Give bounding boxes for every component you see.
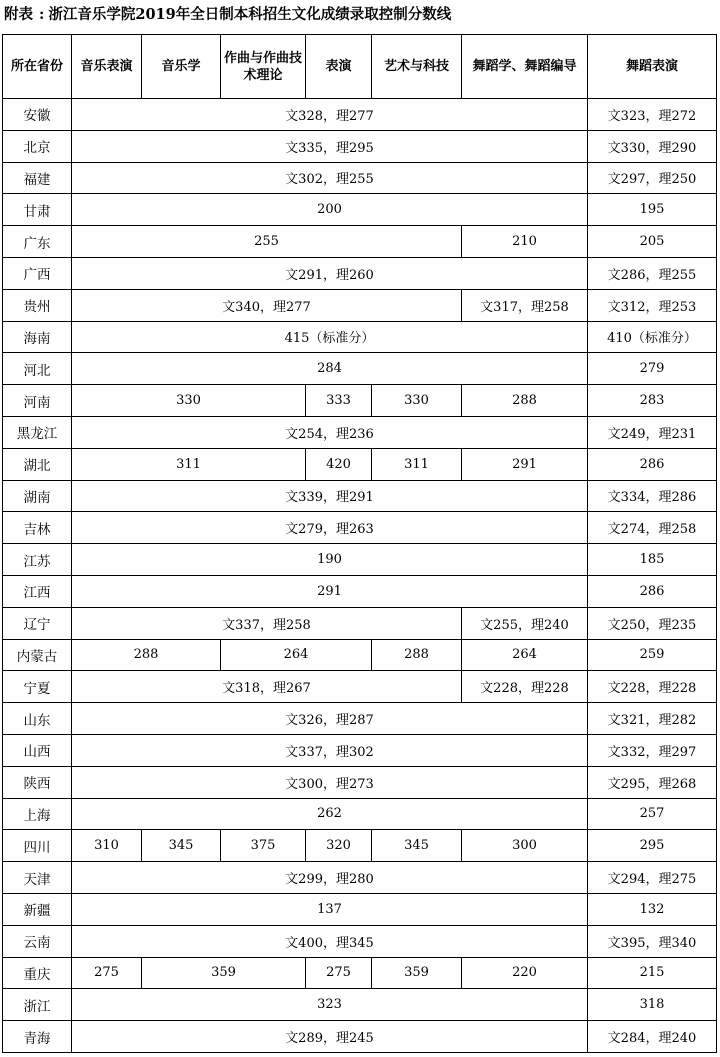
table-row [3, 1021, 717, 1053]
province-cell: 河北 [3, 353, 72, 385]
table-row [3, 257, 717, 289]
score-cell: 345 [372, 830, 462, 862]
score-cell: 文332，理297 [588, 734, 717, 766]
table-row [3, 893, 717, 925]
province-cell: 浙江 [3, 989, 72, 1021]
score-cell: 文255，理240 [462, 607, 588, 639]
province-cell: 安徽 [3, 99, 72, 131]
score-cell: 330 [372, 385, 462, 417]
score-cell: 311 [372, 448, 462, 480]
table-row [3, 353, 717, 385]
score-cell: 283 [588, 385, 717, 417]
province-cell: 新疆 [3, 893, 72, 925]
table-row [3, 607, 717, 639]
table-row [3, 862, 717, 894]
score-cell: 文328，理277 [72, 99, 588, 131]
score-cell: 文295，理268 [588, 766, 717, 798]
score-cell: 275 [72, 957, 142, 989]
score-cell: 264 [462, 639, 588, 671]
document-title [4, 2, 451, 28]
score-cell: 文284，理240 [588, 1021, 717, 1053]
score-cell: 文299，理280 [72, 862, 588, 894]
score-cell: 345 [142, 830, 221, 862]
score-cell: 300 [462, 830, 588, 862]
score-cell: 文294，理275 [588, 862, 717, 894]
score-cell: 文339，理291 [72, 480, 588, 512]
score-cell: 文321，理282 [588, 703, 717, 735]
province-cell: 宁夏 [3, 671, 72, 703]
score-cell: 文228，理228 [588, 671, 717, 703]
score-cell: 288 [372, 639, 462, 671]
score-cell: 257 [588, 798, 717, 830]
province-cell: 甘肃 [3, 194, 72, 226]
province-cell: 福建 [3, 162, 72, 194]
score-cell: 文291，理260 [72, 257, 588, 289]
score-cell: 文286，理255 [588, 257, 717, 289]
score-cell: 295 [588, 830, 717, 862]
score-cell: 215 [588, 957, 717, 989]
score-cell: 文337，理302 [72, 734, 588, 766]
score-cell: 文279，理263 [72, 512, 588, 544]
score-cell: 288 [72, 639, 221, 671]
score-cell: 文400，理345 [72, 925, 588, 957]
province-cell: 天津 [3, 862, 72, 894]
table-row [3, 766, 717, 798]
header-dance-performance: 舞蹈表演 [588, 35, 717, 99]
score-cell: 311 [72, 448, 306, 480]
score-cell: 文249，理231 [588, 416, 717, 448]
title-text: 浙江音乐学院2019年全日制本科招生文化成绩录取控制分数线 [48, 6, 452, 23]
score-cell: 410（标准分） [588, 321, 717, 353]
score-cell: 259 [588, 639, 717, 671]
table-row [3, 957, 717, 989]
header-dance-studies: 舞蹈学、舞蹈编导 [462, 35, 588, 99]
table-row [3, 798, 717, 830]
province-cell: 上海 [3, 798, 72, 830]
table-row [3, 830, 717, 862]
score-cell: 文297，理250 [588, 162, 717, 194]
score-cell: 文254，理236 [72, 416, 588, 448]
header-composition: 作曲与作曲技术理论 [221, 35, 306, 99]
table-row [3, 512, 717, 544]
score-cell: 415（标准分） [72, 321, 588, 353]
table-row [3, 99, 717, 131]
table-row [3, 544, 717, 576]
score-cell: 279 [588, 353, 717, 385]
score-cell: 275 [306, 957, 372, 989]
score-cell: 文300，理273 [72, 766, 588, 798]
table-row [3, 130, 717, 162]
header-province: 所在省份 [3, 35, 72, 99]
score-cell: 291 [462, 448, 588, 480]
score-cell: 190 [72, 544, 588, 576]
header-art-technology: 艺术与科技 [372, 35, 462, 99]
header-music-performance: 音乐表演 [72, 35, 142, 99]
score-cell: 255 [72, 226, 462, 258]
score-cell: 205 [588, 226, 717, 258]
score-cell: 文326，理287 [72, 703, 588, 735]
score-cell: 文323，理272 [588, 99, 717, 131]
province-cell: 云南 [3, 925, 72, 957]
score-cell: 185 [588, 544, 717, 576]
score-cell: 210 [462, 226, 588, 258]
header-row [3, 35, 717, 99]
score-cell: 文289，理245 [72, 1021, 588, 1053]
table-row [3, 639, 717, 671]
score-cell: 文312，理253 [588, 289, 717, 321]
score-cell: 420 [306, 448, 372, 480]
score-cell: 文302，理255 [72, 162, 588, 194]
score-cell: 文340，理277 [72, 289, 462, 321]
score-cell: 359 [372, 957, 462, 989]
table-row [3, 703, 717, 735]
score-cell: 132 [588, 893, 717, 925]
table-row [3, 162, 717, 194]
score-cell: 323 [72, 989, 588, 1021]
province-cell: 北京 [3, 130, 72, 162]
table-row [3, 989, 717, 1021]
table-row [3, 480, 717, 512]
score-cell: 文337，理258 [72, 607, 462, 639]
province-cell: 河南 [3, 385, 72, 417]
table-body [3, 99, 717, 1053]
province-cell: 重庆 [3, 957, 72, 989]
score-cell: 318 [588, 989, 717, 1021]
table-row [3, 925, 717, 957]
score-cell: 359 [142, 957, 306, 989]
table-header [3, 35, 717, 99]
province-cell: 山西 [3, 734, 72, 766]
score-cell: 137 [72, 893, 588, 925]
title-label: 附表 [4, 6, 33, 23]
province-cell: 吉林 [3, 512, 72, 544]
score-cell: 288 [462, 385, 588, 417]
score-cell: 文334，理286 [588, 480, 717, 512]
table-row [3, 671, 717, 703]
score-table [2, 34, 717, 1053]
province-cell: 江西 [3, 575, 72, 607]
score-cell: 文335，理295 [72, 130, 588, 162]
province-cell: 广西 [3, 257, 72, 289]
score-cell: 333 [306, 385, 372, 417]
score-cell: 264 [221, 639, 372, 671]
score-cell: 320 [306, 830, 372, 862]
province-cell: 湖北 [3, 448, 72, 480]
score-cell: 286 [588, 575, 717, 607]
province-cell: 陕西 [3, 766, 72, 798]
score-cell: 文228，理228 [462, 671, 588, 703]
score-cell: 291 [72, 575, 588, 607]
score-cell: 文395，理340 [588, 925, 717, 957]
table-row [3, 226, 717, 258]
province-cell: 黑龙江 [3, 416, 72, 448]
table-row [3, 385, 717, 417]
score-cell: 310 [72, 830, 142, 862]
table-row [3, 321, 717, 353]
score-cell: 文330，理290 [588, 130, 717, 162]
score-cell: 375 [221, 830, 306, 862]
table-row [3, 734, 717, 766]
score-cell: 220 [462, 957, 588, 989]
score-cell: 330 [72, 385, 306, 417]
score-cell: 文318，理267 [72, 671, 462, 703]
score-cell: 195 [588, 194, 717, 226]
province-cell: 湖南 [3, 480, 72, 512]
score-cell: 262 [72, 798, 588, 830]
score-cell: 文317，理258 [462, 289, 588, 321]
score-cell: 文250，理235 [588, 607, 717, 639]
score-cell: 200 [72, 194, 588, 226]
table-row [3, 416, 717, 448]
header-performance: 表演 [306, 35, 372, 99]
title-separator: : [39, 6, 45, 23]
province-cell: 广东 [3, 226, 72, 258]
province-cell: 江苏 [3, 544, 72, 576]
score-cell: 284 [72, 353, 588, 385]
province-cell: 海南 [3, 321, 72, 353]
table-row [3, 575, 717, 607]
table-row [3, 448, 717, 480]
score-cell: 文274，理258 [588, 512, 717, 544]
province-cell: 贵州 [3, 289, 72, 321]
score-cell: 286 [588, 448, 717, 480]
province-cell: 辽宁 [3, 607, 72, 639]
province-cell: 青海 [3, 1021, 72, 1053]
province-cell: 四川 [3, 830, 72, 862]
table-row [3, 289, 717, 321]
table-row [3, 194, 717, 226]
province-cell: 内蒙古 [3, 639, 72, 671]
header-musicology: 音乐学 [142, 35, 221, 99]
province-cell: 山东 [3, 703, 72, 735]
